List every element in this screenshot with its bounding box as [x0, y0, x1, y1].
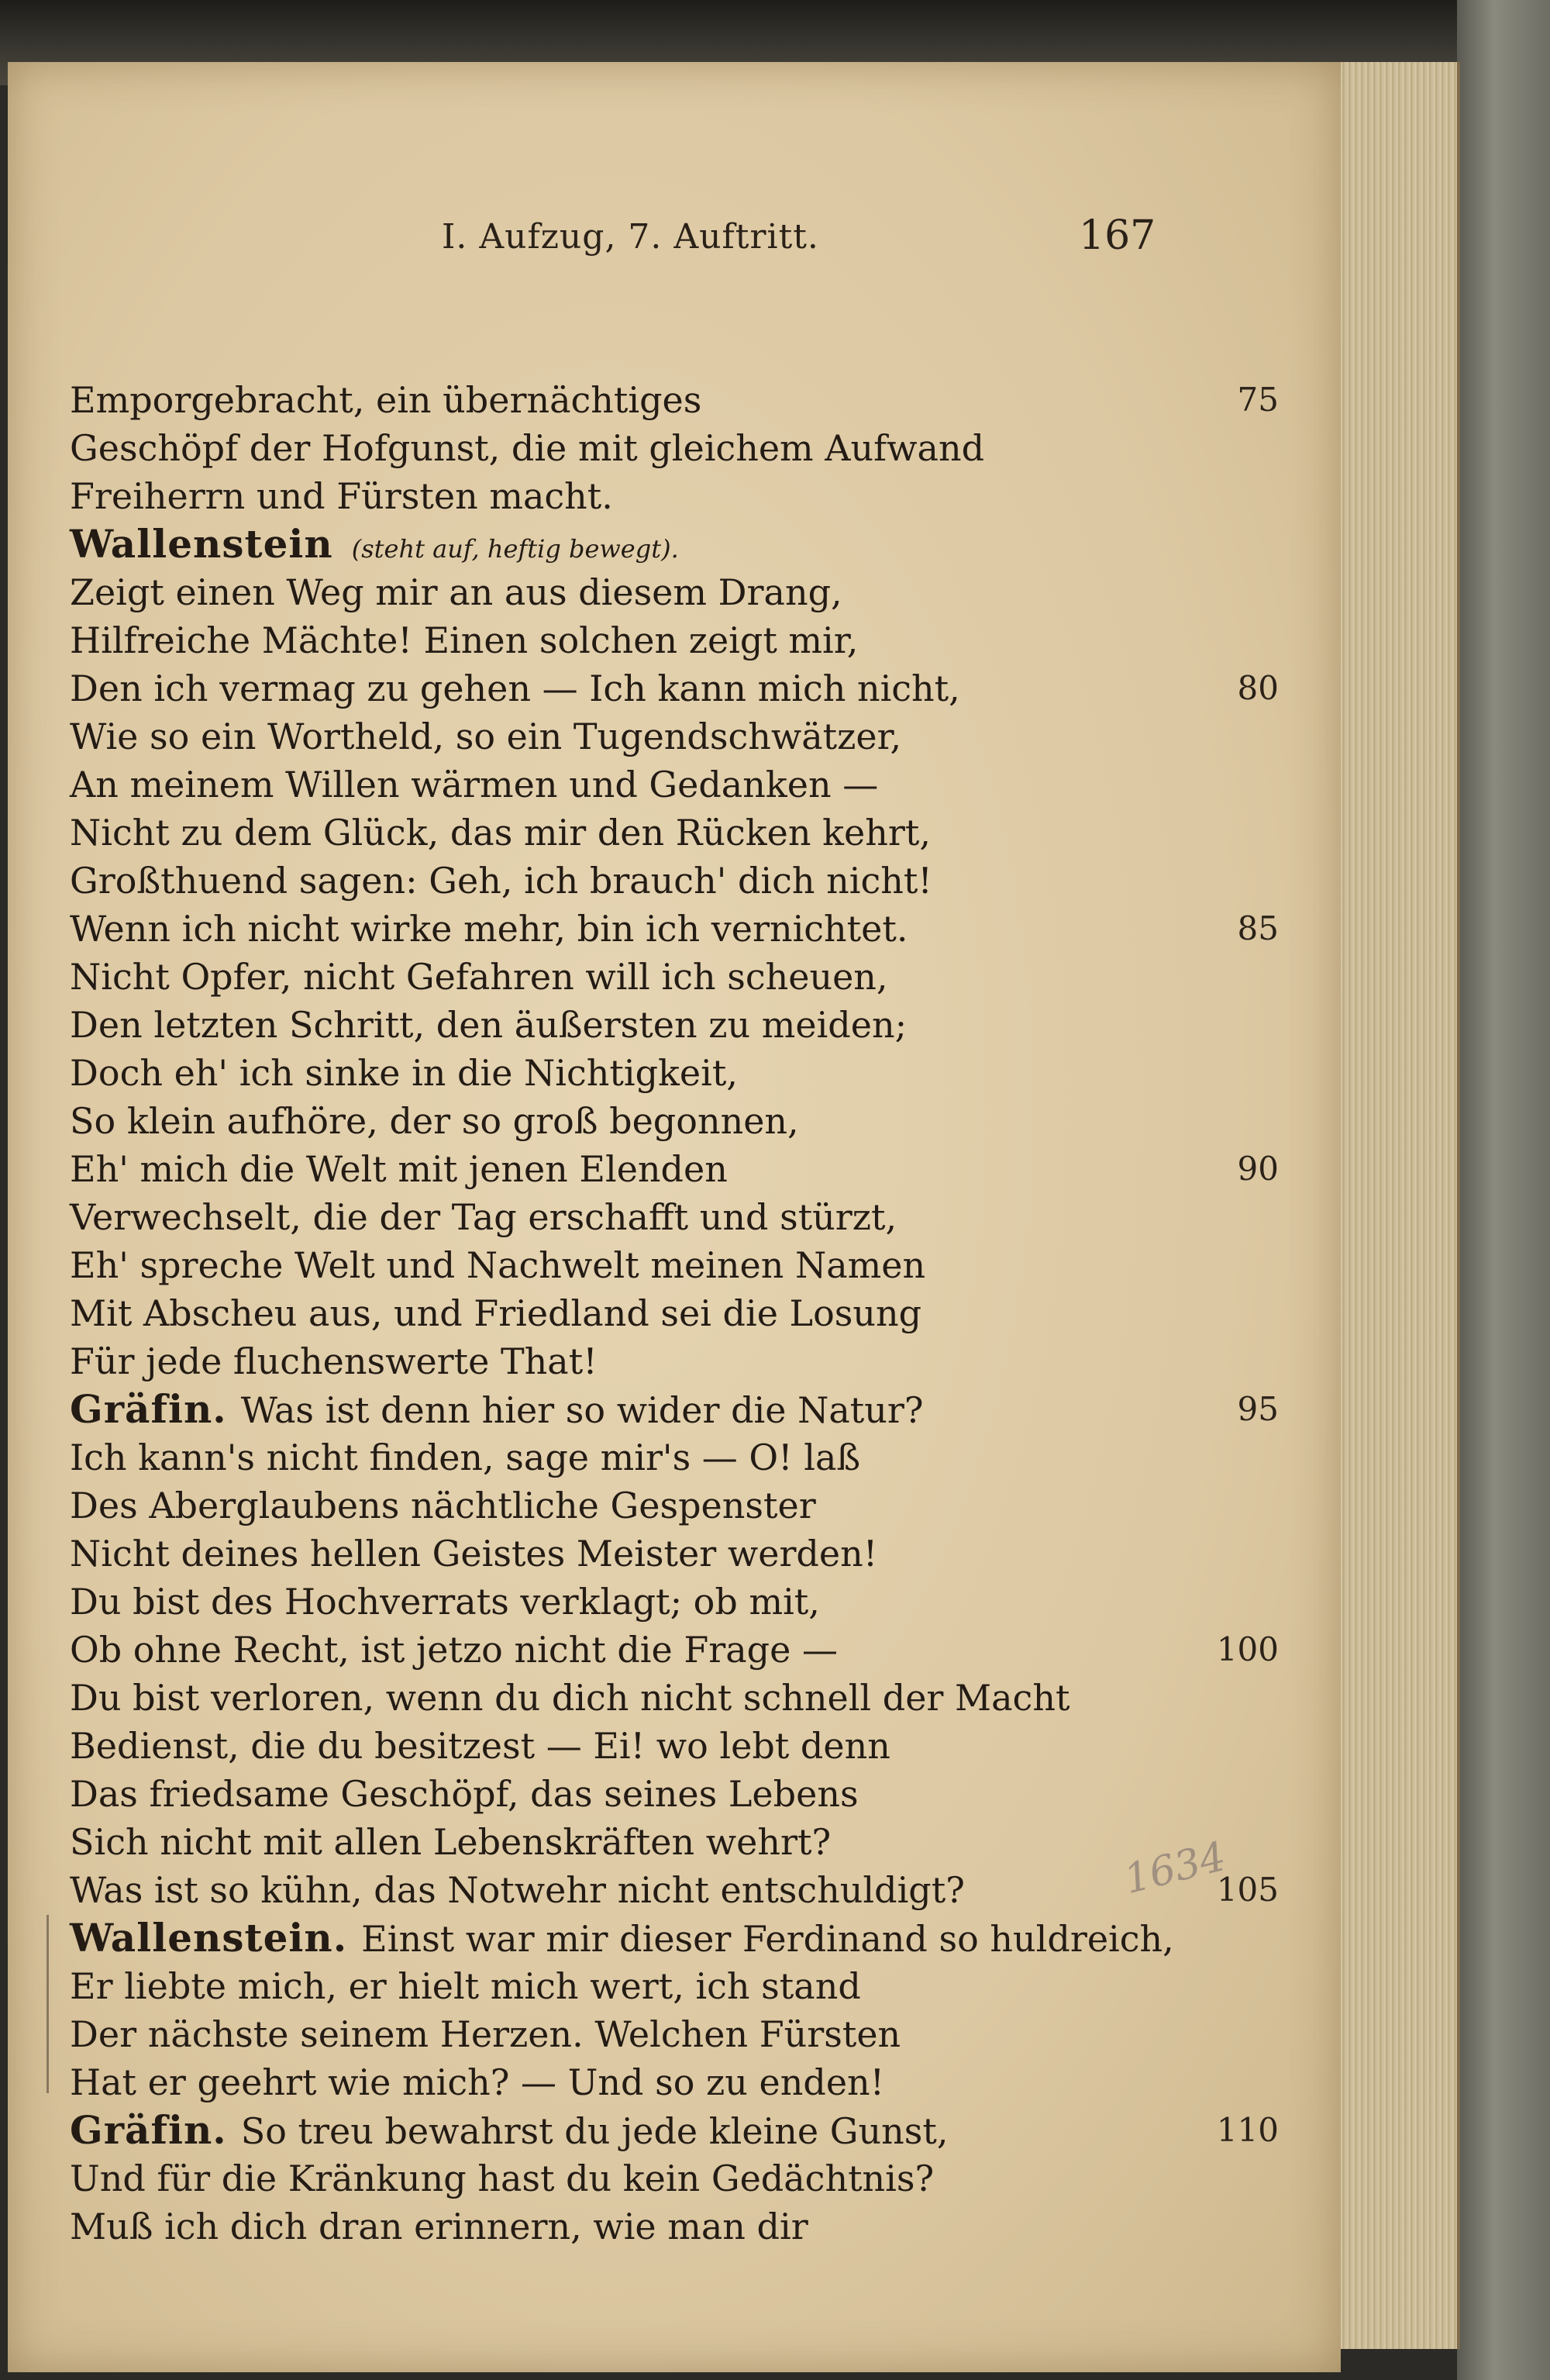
verse-line — [70, 953, 1279, 1001]
verse-text: So klein aufhöre, der so groß begonnen, — [70, 1100, 799, 1142]
verse-line-content — [70, 424, 984, 472]
verse-text: An meinem Willen wärmen und Gedanken — — [70, 764, 879, 805]
speaker-name: Gräfin. — [70, 1386, 227, 1432]
book-cover-right — [1457, 0, 1550, 2380]
verse-line-content — [70, 2058, 884, 2106]
verse-line-content — [70, 1914, 1174, 1963]
verse-line-content — [70, 905, 908, 953]
verse-text: Wenn ich nicht wirke mehr, bin ich vernichtet. — [70, 908, 908, 950]
verse-line — [70, 520, 1279, 568]
verse-line — [70, 2058, 1279, 2106]
book-page — [8, 62, 1341, 2372]
verse-text: Hilfreiche Mächte! Einen solchen zeigt mir, — [70, 619, 859, 661]
verse-text: Den ich vermag zu gehen — Ich kann mich nicht, — [70, 667, 960, 709]
verse-line — [70, 712, 1279, 761]
verse-text: Für jede fluchenswerte That! — [70, 1340, 598, 1382]
verse-line — [70, 664, 1279, 712]
verse-text: Was ist denn hier so wider die Natur? — [240, 1389, 924, 1431]
running-head-title: I. Aufzug, 7. Auftritt. — [442, 217, 819, 257]
pencil-margin-note: 1634 — [1119, 1833, 1231, 1904]
verse-text: Der nächste seinem Herzen. Welchen Fürsten — [70, 2013, 901, 2055]
verse-line — [70, 1722, 1279, 1770]
line-number: 90 — [1237, 1150, 1279, 1188]
verse-line — [70, 376, 1279, 424]
verse-line-content — [70, 1962, 861, 2010]
verse-line — [70, 1962, 1279, 2010]
verse-line — [70, 616, 1279, 664]
verse-line — [70, 1626, 1279, 1674]
verse-text: Eh' spreche Welt und Nachwelt meinen Namen — [70, 1244, 926, 1286]
verse-line-content — [70, 1337, 598, 1385]
verse-line — [70, 568, 1279, 616]
verse-text: Einst war mir dieser Ferdinand so huldreich, — [361, 1918, 1174, 1960]
line-number: 85 — [1237, 909, 1279, 947]
verse-text: Bedienst, die du besitzest — Ei! wo lebt denn — [70, 1725, 890, 1767]
verse-line-content — [70, 568, 842, 616]
verse-line — [70, 1770, 1279, 1818]
verse-line-content — [70, 2010, 901, 2058]
page-edges — [1333, 62, 1460, 2349]
verse-line-content — [70, 1433, 860, 1481]
verse-line-content — [70, 1722, 890, 1770]
verse-line — [70, 1193, 1279, 1241]
verse-line-content — [70, 2154, 934, 2202]
verse-line-content — [70, 809, 931, 857]
verse-line-content — [70, 1674, 1070, 1722]
verse-line-content — [70, 1866, 965, 1914]
verse-line — [70, 1289, 1279, 1337]
verse-line — [70, 905, 1279, 953]
pencil-margin-line — [46, 1915, 49, 2093]
verse-line — [70, 1337, 1279, 1385]
verse-text: Du bist des Hochverrats verklagt; ob mit, — [70, 1581, 820, 1623]
verse-line-content — [70, 712, 901, 761]
verse-text: Nicht deines hellen Geistes Meister werden! — [70, 1533, 878, 1575]
verse-line — [70, 1818, 1279, 1866]
running-head — [8, 212, 1341, 271]
verse-text: Nicht Opfer, nicht Gefahren will ich scheuen, — [70, 956, 888, 998]
verse-line — [70, 857, 1279, 905]
line-number: 100 — [1216, 1630, 1279, 1668]
verse-line-content — [70, 1818, 831, 1866]
verse-text: Sich nicht mit allen Lebenskräften wehrt? — [70, 1821, 832, 1863]
verse-text-block — [70, 376, 1279, 2251]
speaker-name: Wallenstein. — [70, 1915, 348, 1961]
verse-line-content — [70, 1385, 924, 1434]
verse-line — [70, 1145, 1279, 1193]
verse-line-content — [70, 857, 932, 905]
verse-line-content — [70, 1241, 925, 1289]
verse-line — [70, 2106, 1279, 2154]
verse-line — [70, 1530, 1279, 1578]
verse-line-content — [70, 664, 960, 712]
verse-text: Den letzten Schritt, den äußersten zu meiden; — [70, 1004, 908, 1046]
verse-text: Er liebte mich, er hielt mich wert, ich stand — [70, 1965, 861, 2007]
verse-text: Hat er geehrt wie mich? — Und so zu enden! — [70, 2061, 885, 2103]
verse-text: Großthuend sagen: Geh, ich brauch' dich nicht! — [70, 860, 932, 902]
verse-line-content — [70, 953, 888, 1001]
verse-line — [70, 1241, 1279, 1289]
verse-line — [70, 1578, 1279, 1626]
verse-line-content — [70, 761, 878, 809]
page-number: 167 — [1079, 212, 1156, 259]
verse-line — [70, 1049, 1279, 1097]
verse-line — [70, 2202, 1279, 2251]
verse-line-content — [70, 1001, 907, 1049]
verse-line — [70, 1481, 1279, 1530]
verse-text: Wie so ein Wortheld, so ein Tugendschwätzer, — [70, 716, 902, 757]
verse-text: Verwechselt, die der Tag erschafft und stürzt, — [70, 1196, 897, 1238]
verse-line — [70, 2010, 1279, 2058]
verse-line-content — [70, 472, 613, 520]
verse-text: Ob ohne Recht, ist jetzo nicht die Frage — — [70, 1629, 838, 1671]
verse-line — [70, 1433, 1279, 1481]
verse-line — [70, 1097, 1279, 1145]
line-number: 110 — [1216, 2111, 1279, 2149]
verse-line — [70, 1914, 1279, 1962]
verse-text: Freiherrn und Fürsten macht. — [70, 475, 613, 517]
verse-line-content — [70, 1289, 921, 1337]
line-number: 75 — [1237, 381, 1279, 419]
speaker-name: Wallenstein — [70, 521, 333, 567]
verse-text: Das friedsame Geschöpf, das seines Lebens — [70, 1773, 859, 1815]
verse-line — [70, 424, 1279, 472]
verse-line — [70, 1866, 1279, 1914]
verse-line-content — [70, 1578, 820, 1626]
verse-text: Emporgebracht, ein übernächtiges — [70, 379, 702, 421]
verse-text: Nicht zu dem Glück, das mir den Rücken kehrt, — [70, 812, 931, 854]
verse-text: Ich kann's nicht finden, sage mir's — O! laß — [70, 1437, 861, 1478]
stage-direction: (steht auf, heftig bewegt). — [351, 534, 679, 564]
verse-text: Muß ich dich dran erinnern, wie man dir — [70, 2206, 808, 2247]
speaker-name: Gräfin. — [70, 2107, 227, 2153]
verse-line — [70, 2154, 1279, 2202]
verse-line — [70, 1001, 1279, 1049]
line-number: 95 — [1237, 1390, 1279, 1428]
verse-text: Mit Abscheu aus, und Friedland sei die Losung — [70, 1292, 922, 1334]
verse-text: Du bist verloren, wenn du dich nicht schnell der Macht — [70, 1677, 1070, 1719]
verse-line-content — [70, 520, 679, 573]
verse-line — [70, 472, 1279, 520]
verse-text: So treu bewahrst du jede kleine Gunst, — [240, 2110, 949, 2152]
line-number: 80 — [1237, 669, 1279, 707]
verse-line-content — [70, 616, 858, 664]
verse-line-content — [70, 1049, 738, 1097]
verse-text: Was ist so kühn, das Notwehr nicht entschuldigt? — [70, 1869, 965, 1911]
verse-line — [70, 761, 1279, 809]
verse-line-content — [70, 1193, 897, 1241]
verse-line-content — [70, 1097, 799, 1145]
verse-line — [70, 809, 1279, 857]
verse-line-content — [70, 2202, 808, 2251]
line-number: 105 — [1216, 1871, 1279, 1909]
verse-line-content — [70, 376, 701, 424]
verse-text: Eh' mich die Welt mit jenen Elenden — [70, 1148, 728, 1190]
verse-line — [70, 1674, 1279, 1722]
verse-text: Und für die Kränkung hast du kein Gedächtnis? — [70, 2158, 935, 2199]
verse-line-content — [70, 1481, 816, 1530]
verse-line-content — [70, 1530, 877, 1578]
verse-text: Zeigt einen Weg mir an aus diesem Drang, — [70, 571, 842, 613]
verse-line — [70, 1385, 1279, 1433]
verse-text: Des Aberglaubens nächtliche Gespenster — [70, 1485, 816, 1526]
verse-text: Geschöpf der Hofgunst, die mit gleichem Aufwand — [70, 427, 985, 469]
verse-line-content — [70, 1145, 728, 1193]
verse-text: Doch eh' ich sinke in die Nichtigkeit, — [70, 1052, 738, 1094]
verse-line-content — [70, 1626, 838, 1674]
verse-line-content — [70, 2106, 948, 2155]
verse-line-content — [70, 1770, 859, 1818]
